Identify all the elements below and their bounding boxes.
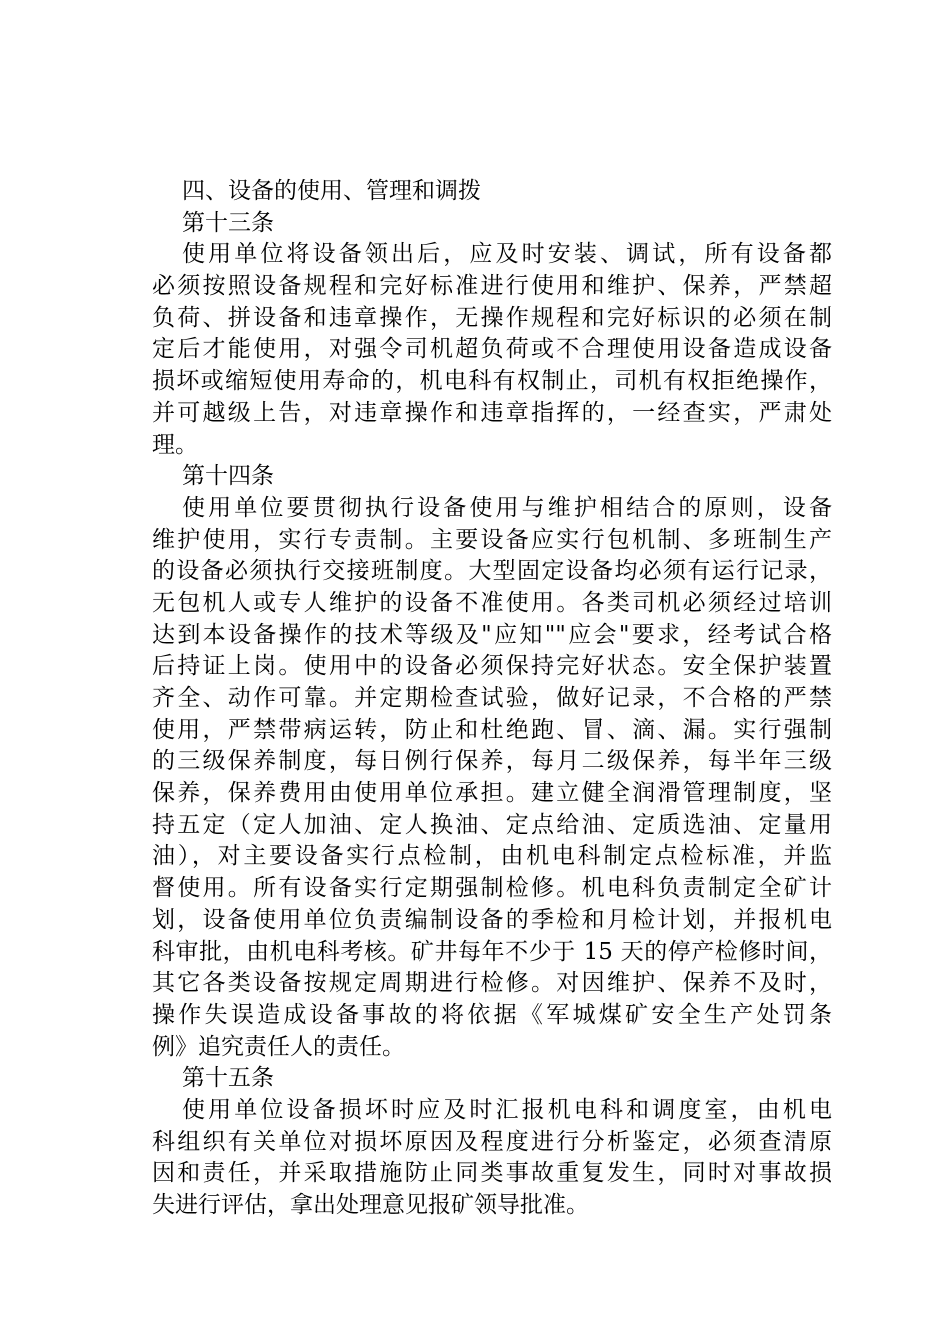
text-line: 的设备必须执行交接班制度。大型固定设备均必须有运行记录， [152,558,832,585]
text-line: 并可越级上告，对违章操作和违章指挥的，一经查实，严肃处 [152,399,832,426]
text-line: 后持证上岗。使用中的设备必须保持完好状态。安全保护装置 [152,653,832,680]
text-line: 必须按照设备规程和完好标准进行使用和维护、保养，严禁超 [152,273,832,300]
text-line: 使用，严禁带病运转，防止和杜绝跑、冒、滴、漏。实行强制 [152,716,832,743]
text-line: 定后才能使用，对强令司机超负荷或不合理使用设备造成设备 [152,336,832,363]
article-15-title: 第十五条 [182,1065,274,1092]
text-line: 维护使用，实行专责制。主要设备应实行包机制、多班制生产 [152,526,832,553]
text-line: 使用单位设备损坏时应及时汇报机电科和调度室，由机电 [182,1096,832,1123]
text-line: 无包机人或专人维护的设备不准使用。各类司机必须经过培训 [152,589,832,616]
text-line: 操作失误造成设备事故的将依据《军城煤矿安全生产处罚条 [152,1001,832,1028]
text-line: 负荷、拼设备和违章操作，无操作规程和完好标识的必须在制 [152,304,832,331]
text-line: 划，设备使用单位负责编制设备的季检和月检计划，并报机电 [152,906,832,933]
text-line: 持五定（定人加油、定人换油、定点给油、定质选油、定量用 [152,811,832,838]
text-line: 失进行评估，拿出处理意见报矿领导批准。 [152,1192,589,1218]
article-14-title: 第十四条 [182,463,274,490]
text-line: 科审批，由机电科考核。矿井每年不少于 15 天的停产检修时间， [152,938,832,965]
text-line: 油），对主要设备实行点检制，由机电科制定点检标准，并监 [152,843,832,870]
text-line: 使用单位要贯彻执行设备使用与维护相结合的原则，设备 [182,494,832,521]
document-body [152,176,832,1222]
text-line: 督使用。所有设备实行定期强制检修。机电科负责制定全矿计 [152,875,832,902]
text-line: 使用单位将设备领出后，应及时安装、调试，所有设备都 [182,241,832,268]
text-line: 的三级保养制度，每日例行保养，每月二级保养，每半年三级 [152,748,832,775]
text-line: 损坏或缩短使用寿命的，机电科有权制止，司机有权拒绝操作， [152,368,832,395]
text-line: 例》追究责任人的责任。 [152,1033,405,1060]
article-13-title: 第十三条 [182,209,274,236]
article-15-body [152,1095,832,1222]
text-line: 科组织有关单位对损坏原因及程度进行分析鉴定，必须查清原 [152,1128,832,1155]
text-line: 理。 [152,431,198,458]
section-title: 四、设备的使用、管理和调拨 [182,178,481,204]
text-line: 保养，保养费用由使用单位承担。建立健全润滑管理制度，坚 [152,780,832,807]
article-13-body [152,239,832,461]
text-line: 因和责任，并采取措施防止同类事故重复发生，同时对事故损 [152,1160,832,1187]
text-line: 达到本设备操作的技术等级及"应知""应会"要求，经考试合格 [152,621,832,648]
article-14-body [152,493,832,1063]
text-line: 齐全、动作可靠。并定期检查试验，做好记录，不合格的严禁 [152,685,832,711]
text-line: 其它各类设备按规定周期进行检修。对因维护、保养不及时， [152,970,832,997]
